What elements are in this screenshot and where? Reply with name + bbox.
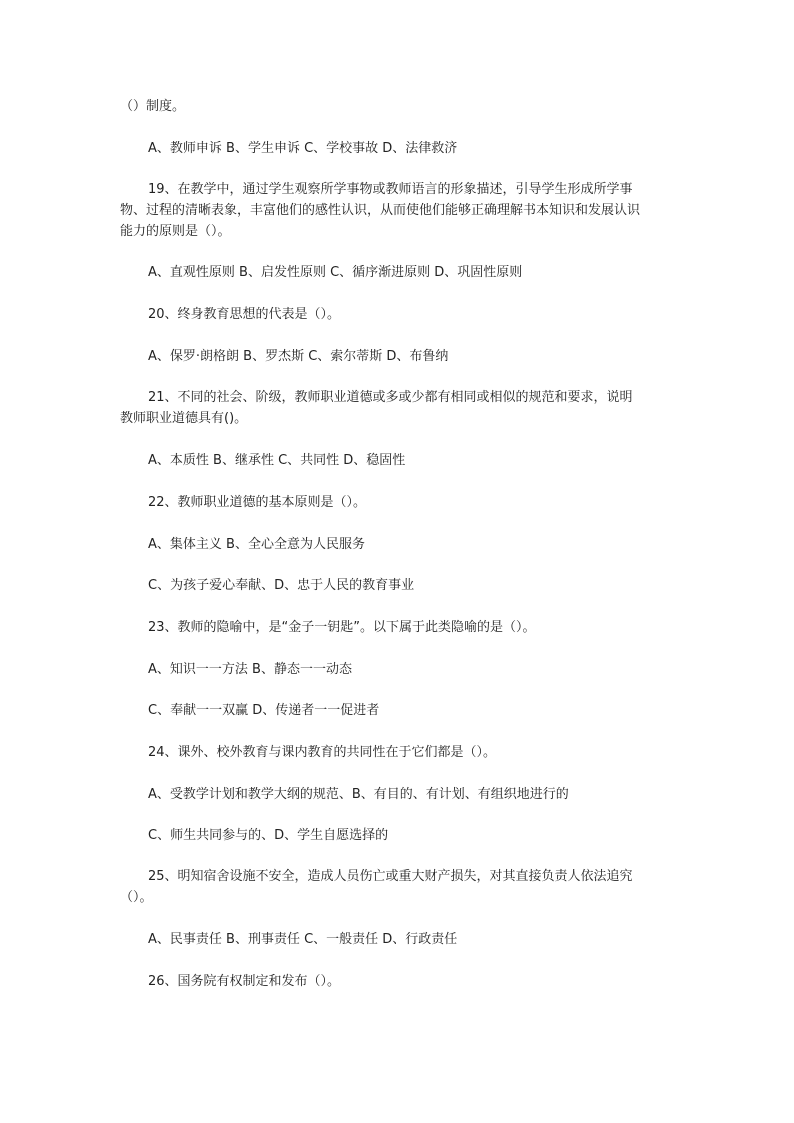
answer-options-24a: A、受教学计划和教学大纲的规范、B、有目的、有计划、有组织地进行的 bbox=[148, 787, 569, 802]
answer-options: A、教师申诉 B、学生申诉 C、学校事故 D、法律救济 bbox=[148, 141, 458, 156]
question-24: 24、课外、校外教育与课内教育的共同性在于它们都是（）。 bbox=[148, 745, 497, 760]
question-22: 22、教师职业道德的基本原则是（）。 bbox=[148, 495, 367, 510]
question-23: 23、教师的隐喻中，是“金子一钥匙”。以下属于此类隐喻的是（）。 bbox=[148, 620, 536, 635]
answer-options-25: A、民事责任 B、刑事责任 C、一般责任 D、行政责任 bbox=[148, 932, 458, 947]
answer-options-22a: A、集体主义 B、全心全意为人民服务 bbox=[148, 537, 365, 552]
answer-options-21: A、本质性 B、继承性 C、共同性 D、稳固性 bbox=[148, 453, 406, 468]
question-25: 25、明知宿舍设施不安全，造成人员伤亡或重大财产损失，对其直接负责人依法追究（）。 bbox=[120, 869, 633, 905]
text-line: （）制度。 bbox=[120, 99, 186, 114]
question-19: 19、在教学中，通过学生观察所学事物或教师语言的形象描述，引导学生形成所学事物、过程的清晰表象，丰富他们的感性认识，从而使他们能够正确理解书本知识和发展认识能力的原则是（）。 bbox=[120, 182, 641, 239]
answer-options-24b: C、师生共同参与的、D、学生自愿选择的 bbox=[148, 828, 389, 843]
answer-options-22b: C、为孩子爱心奉献、D、忠于人民的教育事业 bbox=[148, 578, 415, 593]
answer-options-23a: A、知识一一方法 B、静态一一动态 bbox=[148, 662, 352, 677]
question-21: 21、不同的社会、阶级，教师职业道德或多或少都有相同或相似的规范和要求，说明教师职业道德具有()。 bbox=[120, 390, 633, 426]
question-20: 20、终身教育思想的代表是（）。 bbox=[148, 307, 341, 322]
answer-options-20: A、保罗·朗格朗 B、罗杰斯 C、索尔蒂斯 D、布鲁纳 bbox=[148, 349, 449, 364]
answer-options-23b: C、奉献一一双赢 D、传递者一一促进者 bbox=[148, 703, 380, 718]
question-26: 26、国务院有权制定和发布（）。 bbox=[148, 974, 341, 989]
answer-options-19: A、直观性原则 B、启发性原则 C、循序渐进原则 D、巩固性原则 bbox=[148, 265, 523, 280]
